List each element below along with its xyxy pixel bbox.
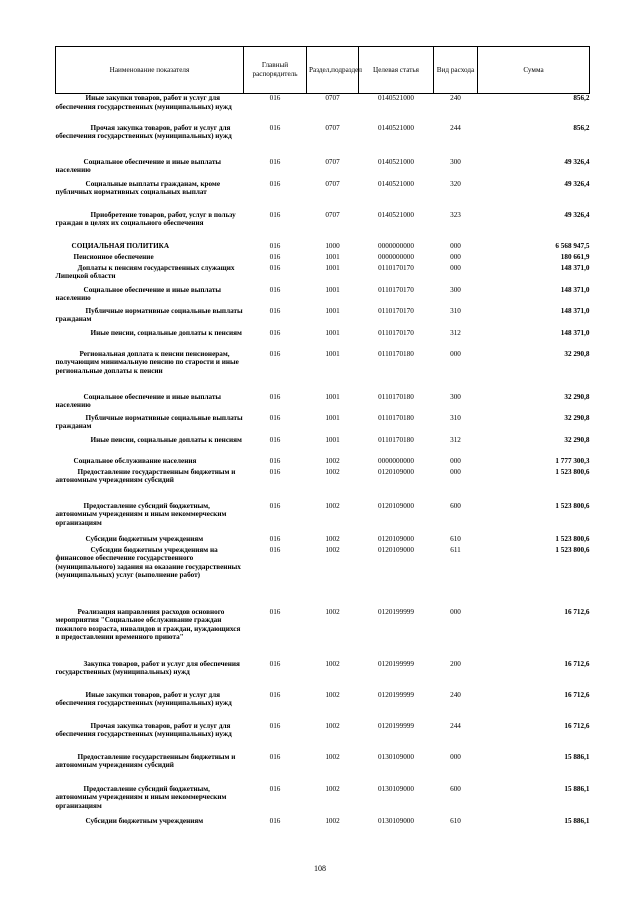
row-section-code: 1001 xyxy=(325,306,340,315)
row-section-code: 0707 xyxy=(325,179,340,188)
row-sum: 148 371,0 xyxy=(560,263,590,272)
row-section-code: 0707 xyxy=(325,94,340,102)
row-section-code: 1001 xyxy=(325,285,340,294)
row-sum: 1 523 800,6 xyxy=(555,534,590,543)
row-name: Предоставление государственным бюджетным и автономным учреждениям субсидий xyxy=(55,467,236,484)
row-kind-code: 000 xyxy=(450,467,461,476)
row-manager-code: 016 xyxy=(269,690,281,699)
row-kind-code: 000 xyxy=(450,349,461,358)
row-manager-code: 016 xyxy=(269,94,281,102)
header-manager: Главный распорядитель xyxy=(244,47,307,94)
row-section-code: 0707 xyxy=(325,210,340,219)
row-kind-code: 610 xyxy=(450,534,461,543)
row-manager-code: 016 xyxy=(269,467,281,476)
row-section-code: 1002 xyxy=(325,784,340,793)
row-target-code: 0140521000 xyxy=(378,94,414,102)
row-name: Прочая закупка товаров, работ и услуг для обеспечения государственных (муниципальных) нужд xyxy=(55,721,232,738)
row-kind-code: 310 xyxy=(450,306,461,315)
row-target-code: 0110170180 xyxy=(378,392,414,401)
row-target-code: 0000000000 xyxy=(378,456,414,465)
row-name: Закупка товаров, работ и услуг для обеспечения государственных (муниципальных) нужд xyxy=(55,659,240,676)
row-sum: 1 777 300,3 xyxy=(555,456,590,465)
row-manager-code: 016 xyxy=(269,816,281,825)
table-row xyxy=(56,307,590,329)
row-name: Приобретение товаров, работ, услуг в пользу граждан в целях их социального обеспечения xyxy=(55,210,236,227)
row-manager-code: 016 xyxy=(269,456,281,465)
table-row xyxy=(56,264,590,286)
row-section-code: 1001 xyxy=(325,392,340,401)
row-section-code: 1002 xyxy=(325,545,340,554)
row-sum: 16 712,6 xyxy=(564,690,590,699)
row-sum: 32 290,8 xyxy=(564,435,590,444)
row-manager-code: 016 xyxy=(269,413,281,422)
header-name: Наименование показателя xyxy=(56,47,244,94)
row-sum: 148 371,0 xyxy=(560,306,590,315)
row-target-code: 0110170180 xyxy=(378,435,414,444)
table-row xyxy=(56,253,590,264)
row-name: Пенсионное обеспечение xyxy=(73,252,154,261)
row-section-code: 1002 xyxy=(325,501,340,510)
row-section-code: 1002 xyxy=(325,690,340,699)
table-row xyxy=(56,158,590,180)
row-manager-code: 016 xyxy=(269,534,281,543)
row-manager-code: 016 xyxy=(269,501,281,510)
row-target-code: 0000000000 xyxy=(378,241,414,250)
row-name: Публичные нормативные социальные выплаты гражданам xyxy=(55,306,243,323)
row-manager-code: 016 xyxy=(269,241,281,250)
header-sum: Сумма xyxy=(478,47,590,94)
row-name: Иные пенсии, социальные доплаты к пенсиям xyxy=(90,435,242,444)
row-sum: 16 712,6 xyxy=(564,721,590,730)
row-sum: 16 712,6 xyxy=(564,659,590,668)
row-sum: 32 290,8 xyxy=(564,413,590,422)
row-manager-code: 016 xyxy=(269,263,281,272)
row-manager-code: 016 xyxy=(269,784,281,793)
row-manager-code: 016 xyxy=(269,435,281,444)
table-row xyxy=(56,535,590,546)
row-name: Предоставление государственным бюджетным и автономным учреждениям субсидий xyxy=(55,752,236,769)
row-kind-code: 000 xyxy=(450,752,461,761)
row-sum: 15 886,1 xyxy=(564,752,590,761)
row-manager-code: 016 xyxy=(269,252,281,261)
row-sum: 15 886,1 xyxy=(564,784,590,793)
row-kind-code: 000 xyxy=(450,456,461,465)
row-section-code: 1001 xyxy=(325,349,340,358)
table-row xyxy=(56,124,590,158)
row-section-code: 1002 xyxy=(325,659,340,668)
row-sum: 148 371,0 xyxy=(560,328,590,337)
row-manager-code: 016 xyxy=(269,328,281,337)
row-target-code: 0130109000 xyxy=(378,784,414,793)
header-target: Целевая статья xyxy=(359,47,434,94)
row-manager-code: 016 xyxy=(269,210,281,219)
row-name: Иные закупки товаров, работ и услуг для обеспечения государственных (муниципальных) нужд xyxy=(55,94,232,111)
row-section-code: 0707 xyxy=(325,157,340,166)
row-kind-code: 312 xyxy=(450,435,461,444)
table-row xyxy=(56,546,590,608)
row-manager-code: 016 xyxy=(269,349,281,358)
row-kind-code: 300 xyxy=(450,157,461,166)
row-section-code: 0707 xyxy=(325,123,340,132)
row-sum: 49 326,4 xyxy=(564,157,590,166)
row-name: Иные пенсии, социальные доплаты к пенсиям xyxy=(90,328,242,337)
row-kind-code: 000 xyxy=(450,252,461,261)
row-section-code: 1002 xyxy=(325,607,340,616)
row-target-code: 0130109000 xyxy=(378,816,414,825)
row-manager-code: 016 xyxy=(269,306,281,315)
row-sum: 856,2 xyxy=(573,123,590,132)
row-section-code: 1000 xyxy=(325,241,340,250)
row-target-code: 0110170170 xyxy=(378,263,414,272)
row-kind-code: 240 xyxy=(450,690,461,699)
row-name: Публичные нормативные социальные выплаты гражданам xyxy=(55,413,243,430)
row-target-code: 0120109000 xyxy=(378,534,414,543)
row-name: Доплаты к пенсиям государственных служащих Липецкой области xyxy=(55,263,235,280)
row-sum: 16 712,6 xyxy=(564,607,590,616)
row-target-code: 0120199999 xyxy=(378,721,414,730)
table-row xyxy=(56,753,590,785)
row-section-code: 1002 xyxy=(325,816,340,825)
row-sum: 856,2 xyxy=(573,94,590,102)
row-target-code: 0120109000 xyxy=(378,467,414,476)
table-row xyxy=(56,329,590,350)
row-section-code: 1002 xyxy=(325,721,340,730)
row-sum: 1 523 800,6 xyxy=(555,467,590,476)
row-kind-code: 244 xyxy=(450,721,461,730)
row-name: Прочая закупка товаров, работ и услуг для обеспечения государственных (муниципальных) нужд xyxy=(55,123,232,140)
table-row xyxy=(56,180,590,211)
table-row xyxy=(56,660,590,691)
row-target-code: 0110170170 xyxy=(378,285,414,294)
row-section-code: 1001 xyxy=(325,328,340,337)
budget-table xyxy=(55,46,590,828)
row-name: Социальное обеспечение и иные выплаты населению xyxy=(55,392,222,409)
row-kind-code: 244 xyxy=(450,123,461,132)
row-sum: 180 661,9 xyxy=(560,252,590,261)
row-target-code: 0110170180 xyxy=(378,413,414,422)
row-target-code: 0120109000 xyxy=(378,501,414,510)
row-name: Иные закупки товаров, работ и услуг для обеспечения государственных (муниципальных) нужд xyxy=(55,690,232,707)
table-row xyxy=(56,436,590,457)
row-target-code: 0000000000 xyxy=(378,252,414,261)
row-kind-code: 000 xyxy=(450,241,461,250)
row-sum: 49 326,4 xyxy=(564,179,590,188)
row-manager-code: 016 xyxy=(269,607,281,616)
row-name: Социальное обеспечение и иные выплаты населению xyxy=(55,157,222,174)
row-kind-code: 320 xyxy=(450,179,461,188)
row-name: Социальные выплаты гражданам, кроме публичных нормативных социальных выплат xyxy=(55,179,221,196)
header-kind: Вид расхода xyxy=(434,47,478,94)
table-row xyxy=(56,350,590,393)
row-kind-code: 300 xyxy=(450,285,461,294)
table-body xyxy=(56,94,590,828)
table-row xyxy=(56,94,590,124)
row-manager-code: 016 xyxy=(269,752,281,761)
row-section-code: 1001 xyxy=(325,263,340,272)
row-manager-code: 016 xyxy=(269,285,281,294)
row-name: Реализация направления расходов основного мероприятия "Социальное обслуживание граждан пожилого возраста, инвалидов и граждан, нуждающихся в предоставлении временного приюта" xyxy=(55,607,241,641)
row-target-code: 0140521000 xyxy=(378,157,414,166)
row-section-code: 1002 xyxy=(325,752,340,761)
row-target-code: 0110170180 xyxy=(378,349,414,358)
row-section-code: 1001 xyxy=(325,435,340,444)
row-kind-code: 200 xyxy=(450,659,461,668)
row-section-code: 1002 xyxy=(325,467,340,476)
row-kind-code: 300 xyxy=(450,392,461,401)
row-manager-code: 016 xyxy=(269,392,281,401)
row-manager-code: 016 xyxy=(269,123,281,132)
table-row xyxy=(56,414,590,436)
row-target-code: 0120199999 xyxy=(378,659,414,668)
row-kind-code: 240 xyxy=(450,94,461,102)
row-manager-code: 016 xyxy=(269,721,281,730)
row-section-code: 1002 xyxy=(325,456,340,465)
row-target-code: 0110170170 xyxy=(378,306,414,315)
row-target-code: 0110170170 xyxy=(378,328,414,337)
row-section-code: 1001 xyxy=(325,413,340,422)
row-sum: 49 326,4 xyxy=(564,210,590,219)
row-target-code: 0120109000 xyxy=(378,545,414,554)
table-row xyxy=(56,242,590,253)
row-section-code: 1002 xyxy=(325,534,340,543)
table-row xyxy=(56,608,590,660)
row-sum: 32 290,8 xyxy=(564,349,590,358)
table-row xyxy=(56,393,590,414)
table-row xyxy=(56,785,590,817)
table-row xyxy=(56,457,590,468)
row-kind-code: 323 xyxy=(450,210,461,219)
table-row xyxy=(56,502,590,535)
row-sum: 148 371,0 xyxy=(560,285,590,294)
row-target-code: 0140521000 xyxy=(378,179,414,188)
row-sum: 15 886,1 xyxy=(564,816,590,825)
page-number: 108 xyxy=(314,864,326,873)
table-row xyxy=(56,817,590,828)
row-name: Социальное обслуживание населения xyxy=(73,456,197,465)
row-section-code: 1001 xyxy=(325,252,340,261)
row-sum: 1 523 800,6 xyxy=(555,545,590,554)
row-kind-code: 600 xyxy=(450,501,461,510)
row-kind-code: 310 xyxy=(450,413,461,422)
row-name: Предоставление субсидий бюджетным, автономным учреждениям и иным некоммерческим организациям xyxy=(55,501,227,527)
row-sum: 32 290,8 xyxy=(564,392,590,401)
header-section: Раздел,подраздел xyxy=(307,47,359,94)
table-row xyxy=(56,211,590,242)
row-target-code: 0120199999 xyxy=(378,690,414,699)
row-manager-code: 016 xyxy=(269,179,281,188)
row-kind-code: 600 xyxy=(450,784,461,793)
row-kind-code: 610 xyxy=(450,816,461,825)
row-name: Субсидии бюджетным учреждениям на финансовое обеспечение государственного (муниципального) задания на оказание государственных (муниципальных) услуг (выполнение работ) xyxy=(55,545,241,579)
row-kind-code: 000 xyxy=(450,263,461,272)
row-target-code: 0140521000 xyxy=(378,210,414,219)
row-kind-code: 312 xyxy=(450,328,461,337)
row-name: Региональная доплата к пенсии пенсионерам, получающим минимальную пенсию по старости и иные региональные доплаты к пенсии xyxy=(55,349,239,375)
row-sum: 6 568 947,5 xyxy=(555,241,590,250)
row-name: СОЦИАЛЬНАЯ ПОЛИТИКА xyxy=(71,241,170,250)
row-name: Субсидии бюджетным учреждениям xyxy=(85,816,204,825)
table-row xyxy=(56,691,590,722)
table-row xyxy=(56,722,590,753)
row-name: Предоставление субсидий бюджетным, автономным учреждениям и иным некоммерческим организациям xyxy=(55,784,227,810)
row-manager-code: 016 xyxy=(269,545,281,554)
row-target-code: 0140521000 xyxy=(378,123,414,132)
row-target-code: 0130109000 xyxy=(378,752,414,761)
row-name: Субсидии бюджетным учреждениям xyxy=(85,534,204,543)
row-target-code: 0120199999 xyxy=(378,607,414,616)
table-row xyxy=(56,468,590,502)
row-name: Социальное обеспечение и иные выплаты населению xyxy=(55,285,222,302)
row-kind-code: 611 xyxy=(450,545,461,554)
table-row xyxy=(56,286,590,307)
row-sum: 1 523 800,6 xyxy=(555,501,590,510)
table-header xyxy=(56,47,590,94)
row-manager-code: 016 xyxy=(269,157,281,166)
row-manager-code: 016 xyxy=(269,659,281,668)
row-kind-code: 000 xyxy=(450,607,461,616)
